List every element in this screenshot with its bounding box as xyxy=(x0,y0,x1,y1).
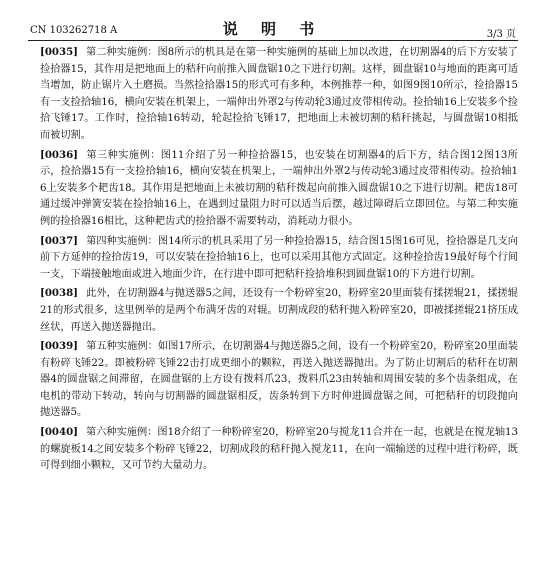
page-header xyxy=(28,14,518,41)
paragraph-text: 第三种实施例：图11介绍了另一种捡拾器15，也安装在切割器4的后下方，结合图12图13所示，捡拾器15有一支捡拾轴16，横向安装在机架上，一端伸出外罩2与传动轮3通过皮带相传动。捡拾轴16上安装多个耙齿18。其作用是把地面上未被切割的秸秆拨起向前推入圆盘锯10之下进行切割。耙齿18可通过缓冲弹簧安装在捡拾轴16上，在遇到过量阻力时可以适当后摆，越过障碍后立即回位。与第二种实施例的捡拾器16相比，这种耙齿式的捡拾器不需要转动，消耗动力很小。 xyxy=(40,149,518,227)
publication-number: CN 103262718 A xyxy=(30,25,118,36)
paragraph-number: [0039] xyxy=(40,340,78,353)
paragraph-0035 xyxy=(40,44,518,145)
description-body xyxy=(40,44,518,477)
paragraph-0036 xyxy=(40,147,518,231)
paragraph-number: [0035] xyxy=(40,46,78,58)
paragraph-text: 第六种实施例：图18介绍了一种粉碎室20，粉碎室20与搅龙11合并在一起，也就是在搅龙轴13的螺旋板14之间安装多个粉碎飞锤22，切割成段的秸秆抛入搅龙11，在向一端输送的过程中进行粉碎，既可得到细小颗粒，又可节约大量动力。 xyxy=(40,427,518,472)
paragraph-text: 第四种实施例：图14所示的机具采用了另一种捡拾器15，结合图15图16可见，捡拾器是几支向前下方延伸的捡拾齿19，可以安装在捡拾轴16上，也可以采用其他方式固定。这种捡拾齿19最好每个行间一支，下端接触地面或进入地面少许，在行进中即可把秸秆捡拾堆积到圆盘锯10的下方进行切割。 xyxy=(40,235,518,280)
paragraph-0040 xyxy=(40,424,518,475)
paragraph-number: [0038] xyxy=(40,287,78,300)
paragraph-number: [0036] xyxy=(40,148,78,161)
paragraph-text: 第五种实施例：如图17所示，在切割器4与抛送器5之间，设有一个粉碎室20，粉碎室20里面装有粉碎飞锤22。即被粉碎飞锤22击打成更细小的颗粒，再送入抛送器抛出。为了防止切割后的秸秆在切割器4的圆盘锯之间滞留，在圆盘锯的上方设有拨料爪23，拨料爪23由转轴和周围安装的多个齿条组成，在电机的带动下转动，转向与切割器的圆盘锯相反，齿条转到下方时伸进圆盘锯之间，可把秸秆的切段抛向抛送器5。 xyxy=(40,341,518,419)
paragraph-number: [0037] xyxy=(40,234,78,247)
document-title: 说 明 书 xyxy=(222,20,324,38)
page-number: 3/3 页 xyxy=(486,29,516,40)
paragraph-0039 xyxy=(40,338,518,422)
paragraph-number: [0040] xyxy=(40,426,78,439)
paragraph-text: 此外，在切割器4与抛送器5之间，还设有一个粉碎室20，粉碎室20里面装有揉搓辊21，揉搓辊21的形式很多，这里例举的是两个布满牙齿的对辊。切割成段的秸秆抛入粉碎室20，即被揉搓辊21挤压成丝状，再送入抛送器抛出。 xyxy=(40,288,518,333)
paragraph-0038 xyxy=(40,285,518,336)
paragraph-0037 xyxy=(40,233,518,284)
paragraph-text: 第二种实施例：图8所示的机具是在第一种实施例的基础上加以改进，在切割器4的后下方安装了捡拾器15，其作用是把地面上的秸秆向前推入圆盘锯10之下进行切割。这样，圆盘锯10与地面的距离可适当增加，防止锯片入土磨损。当然捡拾器15的形式可有多种，本例推荐一种，如图9图10所示，捡拾器15有一支捡拾轴16，横向安装在机架上，一端伸出外罩2与传动轮3通过皮带相传动。捡拾轴16上安装多个捡拾飞锤17。工作时，捡拾轴16转动，轮起捡拾飞锤17，把地面上未被切割的秸秆挑起，与圆盘锯10相抵而被切割。 xyxy=(40,47,518,141)
